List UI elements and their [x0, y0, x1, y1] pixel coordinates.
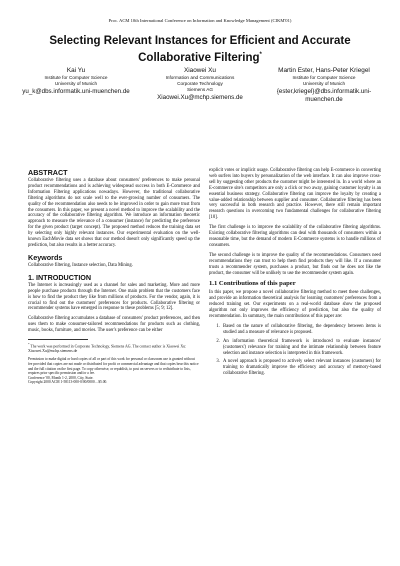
title-footnote-mark: * — [259, 52, 262, 58]
abstract-text: Collaborative filtering uses a database about consumers' preferences to make personal product recommendations and is achieving widespread success in both E-Commerce and Information Filtering applications nowadays. However, the traditional collaborative filtering algorithms do not scale well to the ever-growing number of consumers. The quality of the recommendation also needs to be improved in order to gain more trust from the consumers. In this paper, we present a novel method to improve the scalability and the accuracy of the collaborative filtering algorithm. We introduce an information theoretic approach to measure the relevance of a consumer (instance) for predicting the preference for the given product (target concept). The proposed method reduces the training data set by selecting only highly relevant instances. Our experimental evaluation on the well-known EachMovie data set shows that our method doesn't only significantly speed up the prediction, but also results in a better accuracy. — [28, 178, 200, 248]
author-1 — [20, 67, 132, 103]
author-email: Xiaowei.Xu@mchp.siemens.de — [157, 94, 243, 101]
footnote-text: The work was performed in Corporate Technology, Siemens AG. The contact author is Xiaowei Xu: Xiaowei.Xu@mchp.siemens.de — [28, 344, 187, 354]
title-line-1: Selecting Relevant Instances for Efficient and Accurate — [49, 35, 351, 47]
permission-text: Permission to make digital or hard copies of all or part of this work for personal or classroom use is granted without fee provided that copies are not made or distributed for profit or commercial advantage and that copies bear this notice and the full citation on the first page. To copy otherwise, or republish, to post on servers or to redistribute to lists, requires prior specific permission and/or a fee. — [28, 357, 199, 376]
right-column — [209, 168, 381, 380]
title-line-2: Collaborative Filtering — [138, 51, 260, 64]
paper-title — [20, 34, 380, 65]
introduction-heading: 1. INTRODUCTION — [28, 272, 92, 282]
left-column — [28, 168, 200, 385]
author-name: Kai Yu — [66, 67, 86, 74]
abstract-heading: ABSTRACT — [28, 168, 68, 177]
footnote-divider — [28, 339, 88, 340]
copyright-notice — [28, 357, 200, 385]
contributions-intro: In this paper, we propose a novel collaborative filtering method to meet these challenges, and provide an information theoretical analysis for learning customers' preferences from a reduced training set. Our experiments on a real-world database show the proposed algorithm not only improves the efficiency of prediction, but also the quality of recommendation. In summary, the main contributions of this paper are: — [209, 290, 381, 320]
introduction-paragraph: Collaborative filtering accumulates a database of consumers' product preferences, and then uses them to make consumer-tailored recommendations for products such as clothing, music, books, furniture, and movies. The user's preference can be either — [28, 316, 200, 334]
list-item: 3. A novel approach is proposed to actively select relevant instances (customers) for training to dramatically improve the efficiency and accuracy of memory-based collaborative filtering. — [221, 359, 381, 377]
author-affiliation: Corporate Technology — [177, 81, 223, 86]
proceedings-header: Proc. ACM 10th International Conference on Information and Knowledge Management (CIKM'01) — [108, 18, 292, 23]
body-paragraph: The first challenge is to improve the scalability of the collaborative filtering algorithms. Existing collaborative filtering algorithms can deal with thousands of consumers within a reasonable time, but the demand of modern E-Commerce systems is to handle millions of consumers. — [209, 225, 381, 248]
author-name: Xiaowei Xu — [184, 67, 216, 74]
author-affiliation: University of Munich — [302, 81, 346, 86]
author-affiliation: Institute for Computer Science — [292, 75, 356, 80]
author-affiliation: Information and Communications — [165, 75, 235, 80]
author-block — [20, 67, 380, 103]
list-item: 2. An information theoretical framework is introduced to evaluate instances' (customers') relevance for training and the intimate relationship between feature selection and instance selection is interpreted in this framework. — [221, 339, 381, 357]
keywords-heading: Keywords — [28, 252, 63, 262]
author-email: yu_k@dbs.informatik.uni-muenchen.de — [22, 88, 130, 95]
body-paragraph: explicit votes or implicit usage. Collaborative filtering can help E-commerce in converting web surfers into buyers by personalization of the web interface. It can also improve cross-sell by suggesting other products the customer might be interested in. In a world where an E-commerce site's competitors are only a click or two away, gaining customer loyalty is an essential business strategy. Collaborative filtering can improve the loyalty by creating a value-added relationship between supplier and consumer. Collaborative filtering has been very successful in both research and practice. However, there still remain important research questions in overcoming two fundamental challenges for collaborative filtering [10]. — [209, 168, 381, 221]
author-3 — [268, 67, 380, 103]
author-email: {ester,kriegel}@dbs.informatik.uni-muenchen.de — [276, 88, 372, 103]
author-name: Martin Ester, Hans-Peter Kriegel — [278, 67, 370, 74]
contributions-heading: 1.1 Contributions of this paper — [209, 280, 296, 288]
author-affiliation: Institute for Computer Science — [44, 75, 108, 80]
footnote-mark: * — [28, 342, 30, 347]
conference-line: Conference '00, Month 1-2, 2000, City, State. — [28, 375, 94, 380]
introduction-paragraph: The Internet is increasingly used as a channel for sales and marketing. More and more people purchase products through the Internet. One main problem that the customers face is how to find the product they like from millions of products. For the vendor, again, it is crucial to find out the customers' preferences for products. Collaborative filtering or recommender systems have emerged in response to these problems [5; 9; 12]. — [28, 282, 200, 312]
copyright-line: Copyright 2000 ACM 1-58113-000-0/00/0000…$5.00. — [28, 380, 108, 385]
footnote — [28, 342, 200, 354]
author-affiliation: University of Munich — [54, 81, 98, 86]
keywords-text: Collaborative filtering, Instance selection, Data Mining. — [28, 262, 133, 268]
author-2 — [144, 67, 256, 103]
body-paragraph: The second challenge is to improve the quality of the recommendations. Consumers need recommendations they can trust to help them find products they will like. If a consumer trusts a recommender system, purchases a product, but finds out he does not like the product, the consumer will be unlikely to use the recommender system again. — [209, 252, 381, 276]
contributions-list — [209, 324, 381, 377]
author-affiliation: Siemens AG — [186, 87, 214, 92]
list-item: 1. Based on the nature of collaborative filtering, the dependency between items is studied and a measure of relevance is proposed. — [221, 324, 381, 336]
